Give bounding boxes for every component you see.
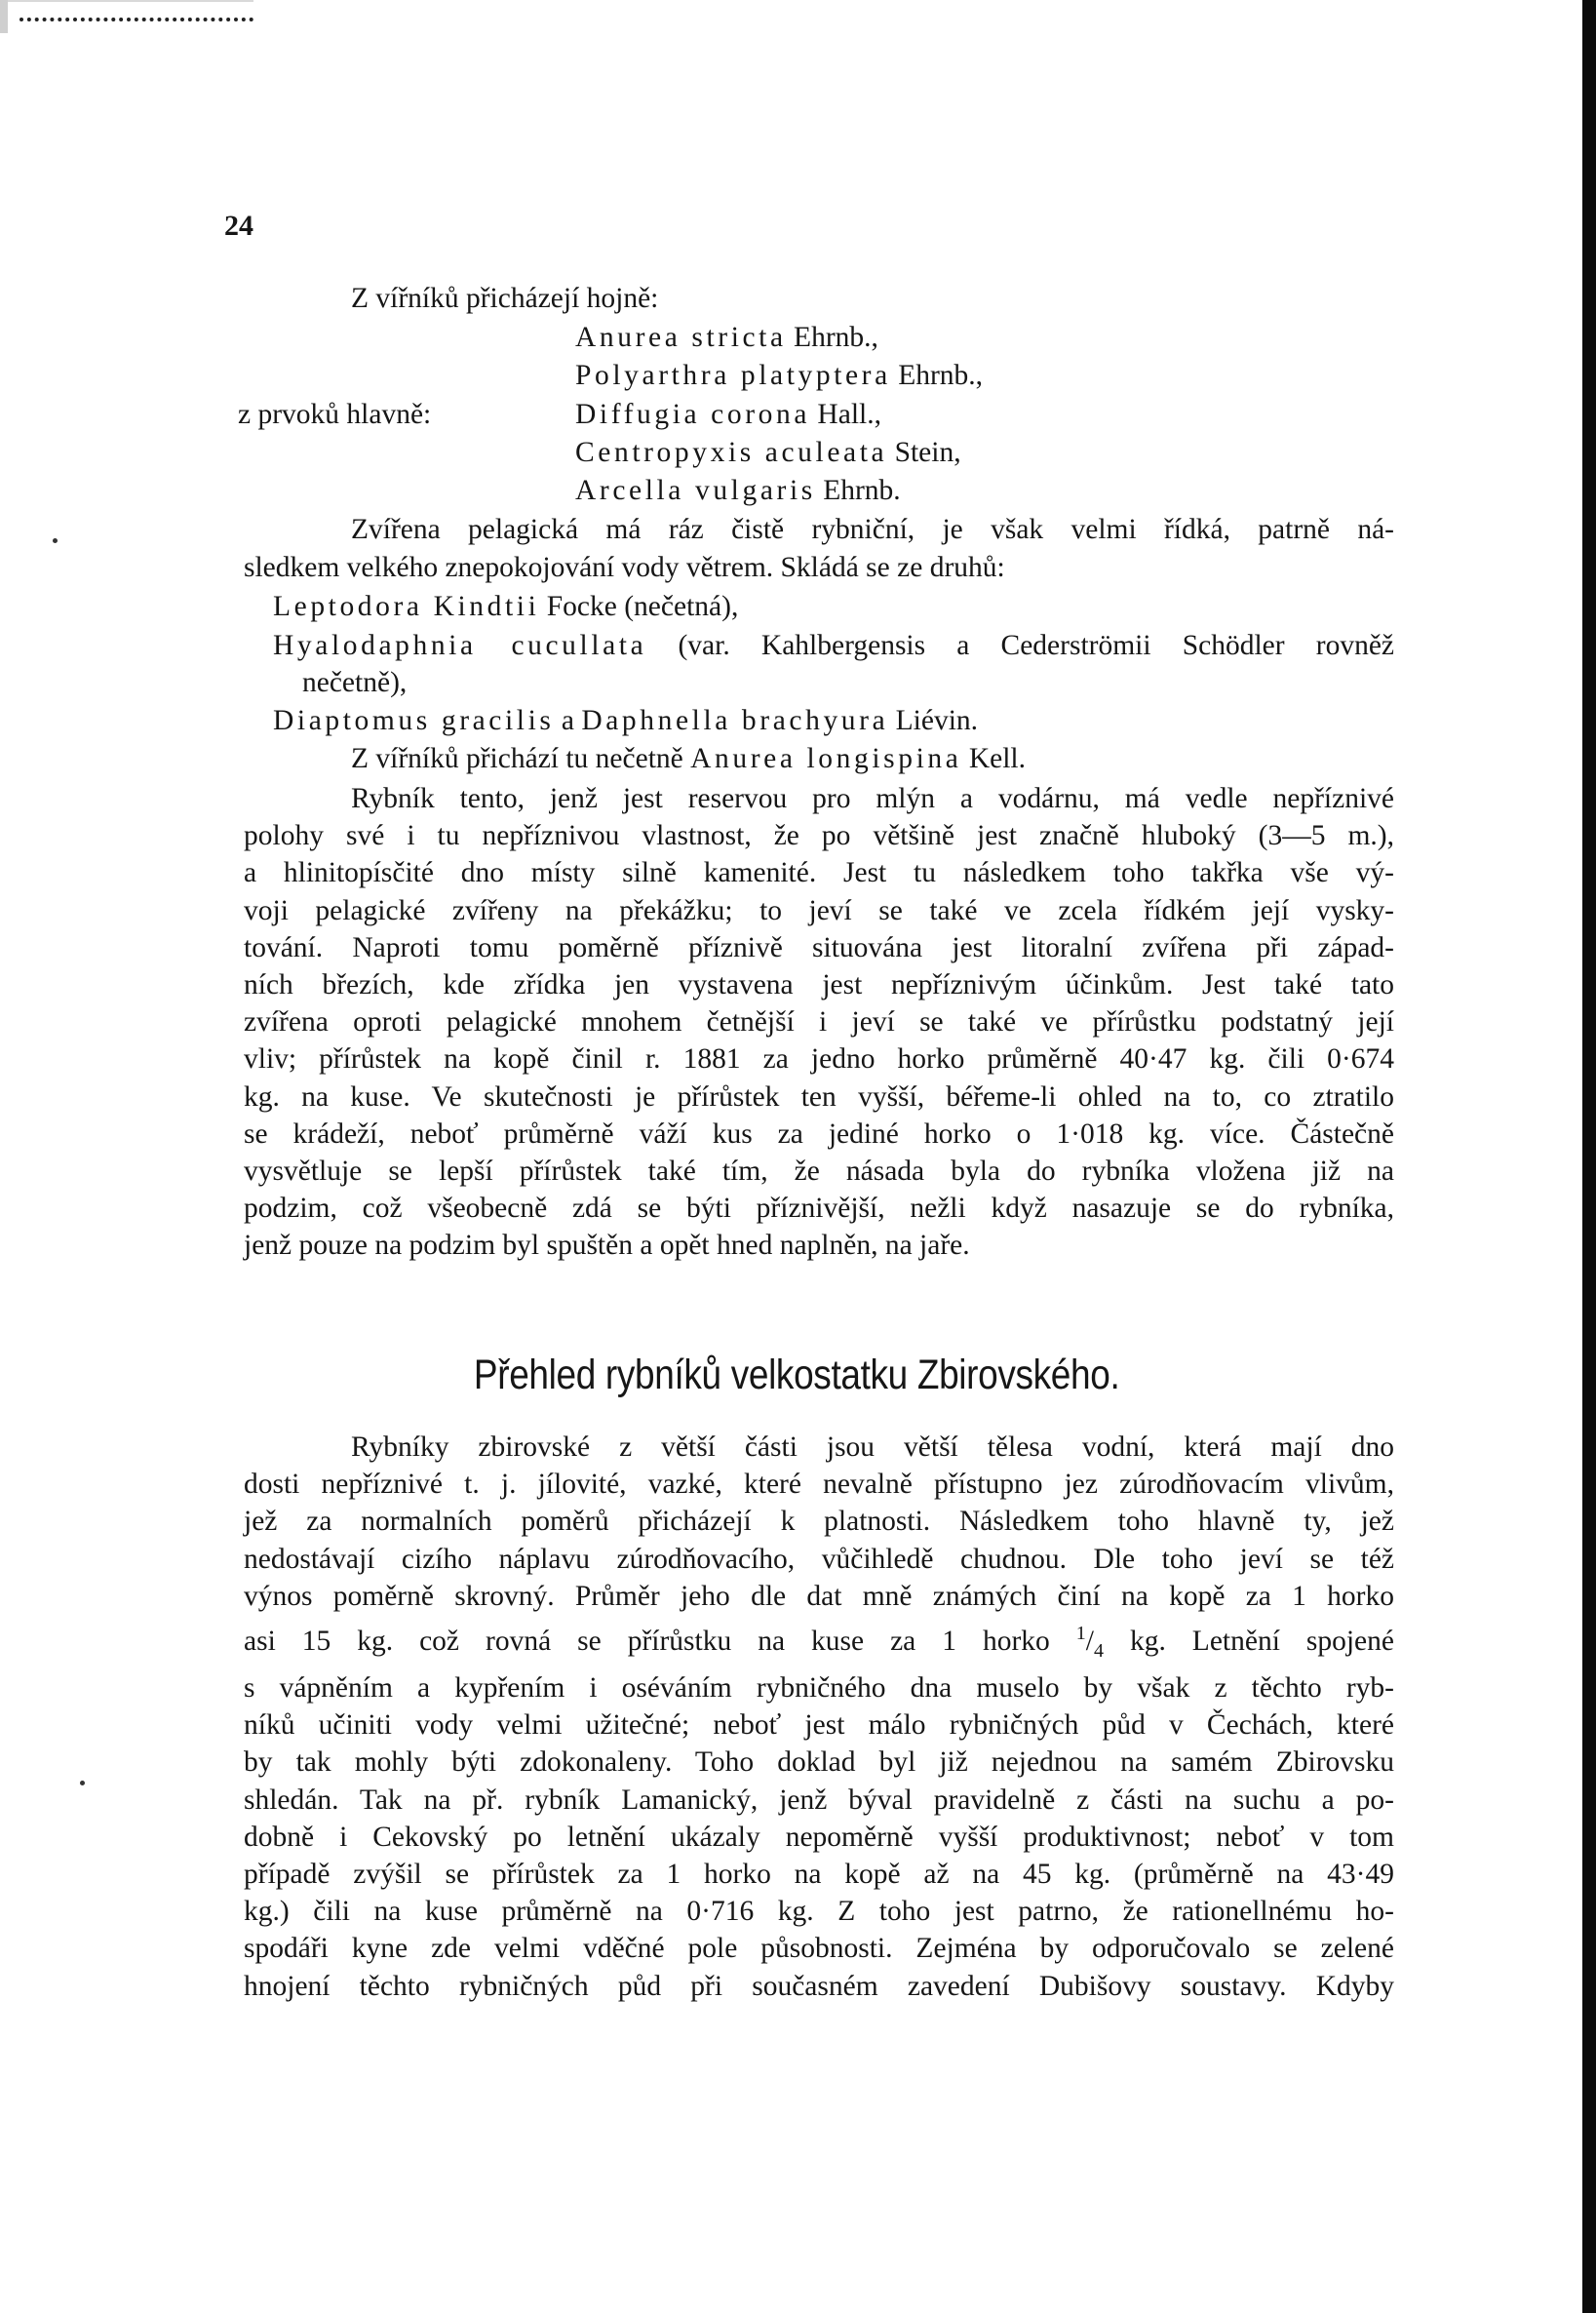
species-author: Stein,: [894, 437, 961, 468]
species-author: Ehrnb.: [823, 475, 901, 506]
text-line: jenž pouze na podzim byl spuštěn a opět hned naplněn, na jaře.: [244, 1230, 970, 1262]
scan-right-edge: [1582, 0, 1596, 2313]
species-line: [575, 475, 901, 507]
paragraph-1: [244, 780, 1394, 1265]
text-line: dosti nepříznivé t. j. jílovité, vazké, které nevalně přístupno jez zúrodňovacím vlivům,: [244, 1469, 1394, 1501]
text-line: níků učiniti vody velmi užitečné; neboť jest málo rybničných půd v Čechách, které: [244, 1709, 1394, 1742]
text-line: hnojení těchto rybničných půd při současném zavedení Dubišovy soustavy. Kdyby: [244, 1970, 1394, 2002]
species-name: Hyalodaphnia cucullata: [273, 630, 647, 661]
text-line: dobně i Cekovský po letnění ukázaly nepoměrně vyšší produktivnost; neboť v tom: [244, 1821, 1394, 1853]
rotifer-line-pre: Z vířníků přichází tu nečetně: [351, 743, 683, 774]
species-name: Anurea longispina: [690, 743, 962, 774]
fraction: $^1/_4$: [1075, 1623, 1104, 1662]
species-name: Anurea stricta: [575, 322, 787, 353]
text-fragment: asi 15 kg. což rovná se přírůstku na kuse za 1 horko: [244, 1625, 1050, 1657]
species-line: [575, 360, 983, 392]
species-line: [273, 705, 978, 737]
text-line: shledán. Tak na př. rybník Lamanický, jenž býval pravidelně z části na suchu a po-: [244, 1784, 1394, 1816]
fraction-denominator: 4: [1093, 1639, 1104, 1662]
text-line: s vápněním a kypřením i oséváním rybničného dna muselo by však z těchto ryb-: [244, 1671, 1394, 1704]
rotifers-intro: Z vířníků přicházejí hojně:: [351, 283, 659, 314]
pelagic-line: Zvířena pelagická má ráz čistě rybniční, je však velmi řídká, patrně ná-: [351, 514, 1394, 545]
text-line: výnos poměrně skrovný. Průměr jeho dle dat mně známých činí na kopě za 1 horko: [244, 1580, 1394, 1612]
species-author: Ehrnb.,: [794, 322, 878, 353]
text-line: kg.) čili na kuse průměrně na 0·716 kg. Z toho jest patrno, že rationellnému ho-: [244, 1896, 1394, 1928]
rotifer-line-post: Kell.: [968, 743, 1026, 774]
species-name: Centropyxis aculeata: [575, 437, 888, 468]
text-line: případě zvýšil se přírůstek za 1 horko na kopě až na 45 kg. (průměrně na 43·49: [244, 1858, 1394, 1890]
protozoa-intro: z prvoků hlavně:: [238, 399, 432, 430]
text-fragment: kg. Letnění spojené: [1129, 1625, 1394, 1657]
species-rest: nečetně),: [302, 667, 408, 698]
text-line: [244, 1615, 1394, 1669]
text-line: voji pelagické zvířeny na překážku; to jeví se také ve zcela řídkém její vysky-: [244, 894, 1394, 926]
species-line: [273, 591, 738, 623]
species-rest: (var. Kahlbergensis a Cederströmii Schödler rovněž: [678, 630, 1395, 661]
text-line: nedostávají cizího náplavu zúrodňovacího, vůčihledě chudnou. Dle toho jeví se též: [244, 1543, 1394, 1575]
text-line: by tak mohly býti zdokonaleny. Toho doklad byl již nejednou na samém Zbirovsku: [244, 1746, 1394, 1779]
species-name: Polyarthra platyptera: [575, 360, 891, 391]
pelagic-line: sledkem velkého znepokojování vody větrem. Skládá se ze druhů:: [244, 552, 1005, 583]
species-name: Leptodora Kindtii: [273, 591, 540, 622]
fraction-numerator: 1: [1075, 1623, 1086, 1645]
page-number: 24: [224, 210, 253, 242]
species-line: [273, 630, 1394, 662]
text-line: jež za normalních poměrů přicházejí k platnosti. Následkem toho hlavně ty, jež: [244, 1506, 1394, 1538]
species-author: Ehrnb.,: [898, 360, 984, 391]
species-name: Diffugia corona: [575, 399, 811, 430]
species-name: Diaptomus gracilis: [273, 705, 555, 736]
species-line: [575, 322, 878, 354]
species-name: Arcella vulgaris: [575, 475, 816, 506]
text-line: tování. Naproti tomu poměrně příznivě situována jest litoralní zvířena při západ-: [244, 931, 1394, 963]
section-heading: Přehled rybníků velkostatku Zbirovského.: [473, 1352, 1120, 1398]
text-line: Rybník tento, jenž jest reservou pro mlýn a vodárnu, má vedle nepříznivé: [351, 783, 1394, 814]
scan-speck: [53, 538, 58, 543]
species-rest: Liévin.: [895, 705, 979, 736]
rotifer-line: [351, 743, 1026, 775]
text-line: vliv; přírůstek na kopě činil r. 1881 za jedno horko průměrně 40·47 kg. čili 0·674: [244, 1043, 1394, 1076]
text-line: se krádeží, neboť průměrně váží kus za jediné horko o 1·018 kg. více. Částečně: [244, 1117, 1394, 1150]
text-line: spodáři kyne zde velmi vděčné pole působnosti. Zejména by odporučovalo se zelené: [244, 1933, 1394, 1965]
species-line: [575, 437, 961, 469]
species-name: Daphnella brachyura: [581, 705, 889, 736]
species-line: [575, 399, 881, 431]
scan-left-mark: [0, 0, 8, 33]
text-line: kg. na kuse. Ve skutečnosti je přírůstek ten vyšší, béřeme-li ohled na to, co ztratilo: [244, 1080, 1394, 1113]
text-line: a hlinitopísčité dno místy silně kamenité. Jest tu následkem toho takřka vše vý-: [244, 857, 1394, 889]
text-line: Rybníky zbirovské z větší části jsou větší tělesa vodní, která mají dno: [351, 1431, 1394, 1463]
species-rest: Focke (nečetná),: [546, 591, 739, 622]
scan-speck: [80, 1781, 85, 1785]
text-line: ních březích, kde zřídka jen vystavena jest nepříznivým účinkům. Jest také tato: [244, 969, 1394, 1001]
text-line: polohy své i tu nepříznivou vlastnost, že po většině jest značně hluboký (3—5 m.),: [244, 820, 1394, 852]
text-line: podzim, což všeobecně zdá se býti příznivější, nežli když nasazuje se do rybníka,: [244, 1193, 1394, 1225]
paragraph-2: [244, 1429, 1394, 2005]
species-rest: a: [561, 705, 574, 736]
species-author: Hall.,: [817, 399, 881, 430]
scan-top-dashes: [19, 18, 253, 21]
text-line: vysvětluje se lepší přírůstek také tím, že násada byla do rybníka vložena již na: [244, 1156, 1394, 1188]
text-line: zvířena oproti pelagické mnohem četnější i jeví se také ve přírůstku podstatný její: [244, 1006, 1394, 1039]
